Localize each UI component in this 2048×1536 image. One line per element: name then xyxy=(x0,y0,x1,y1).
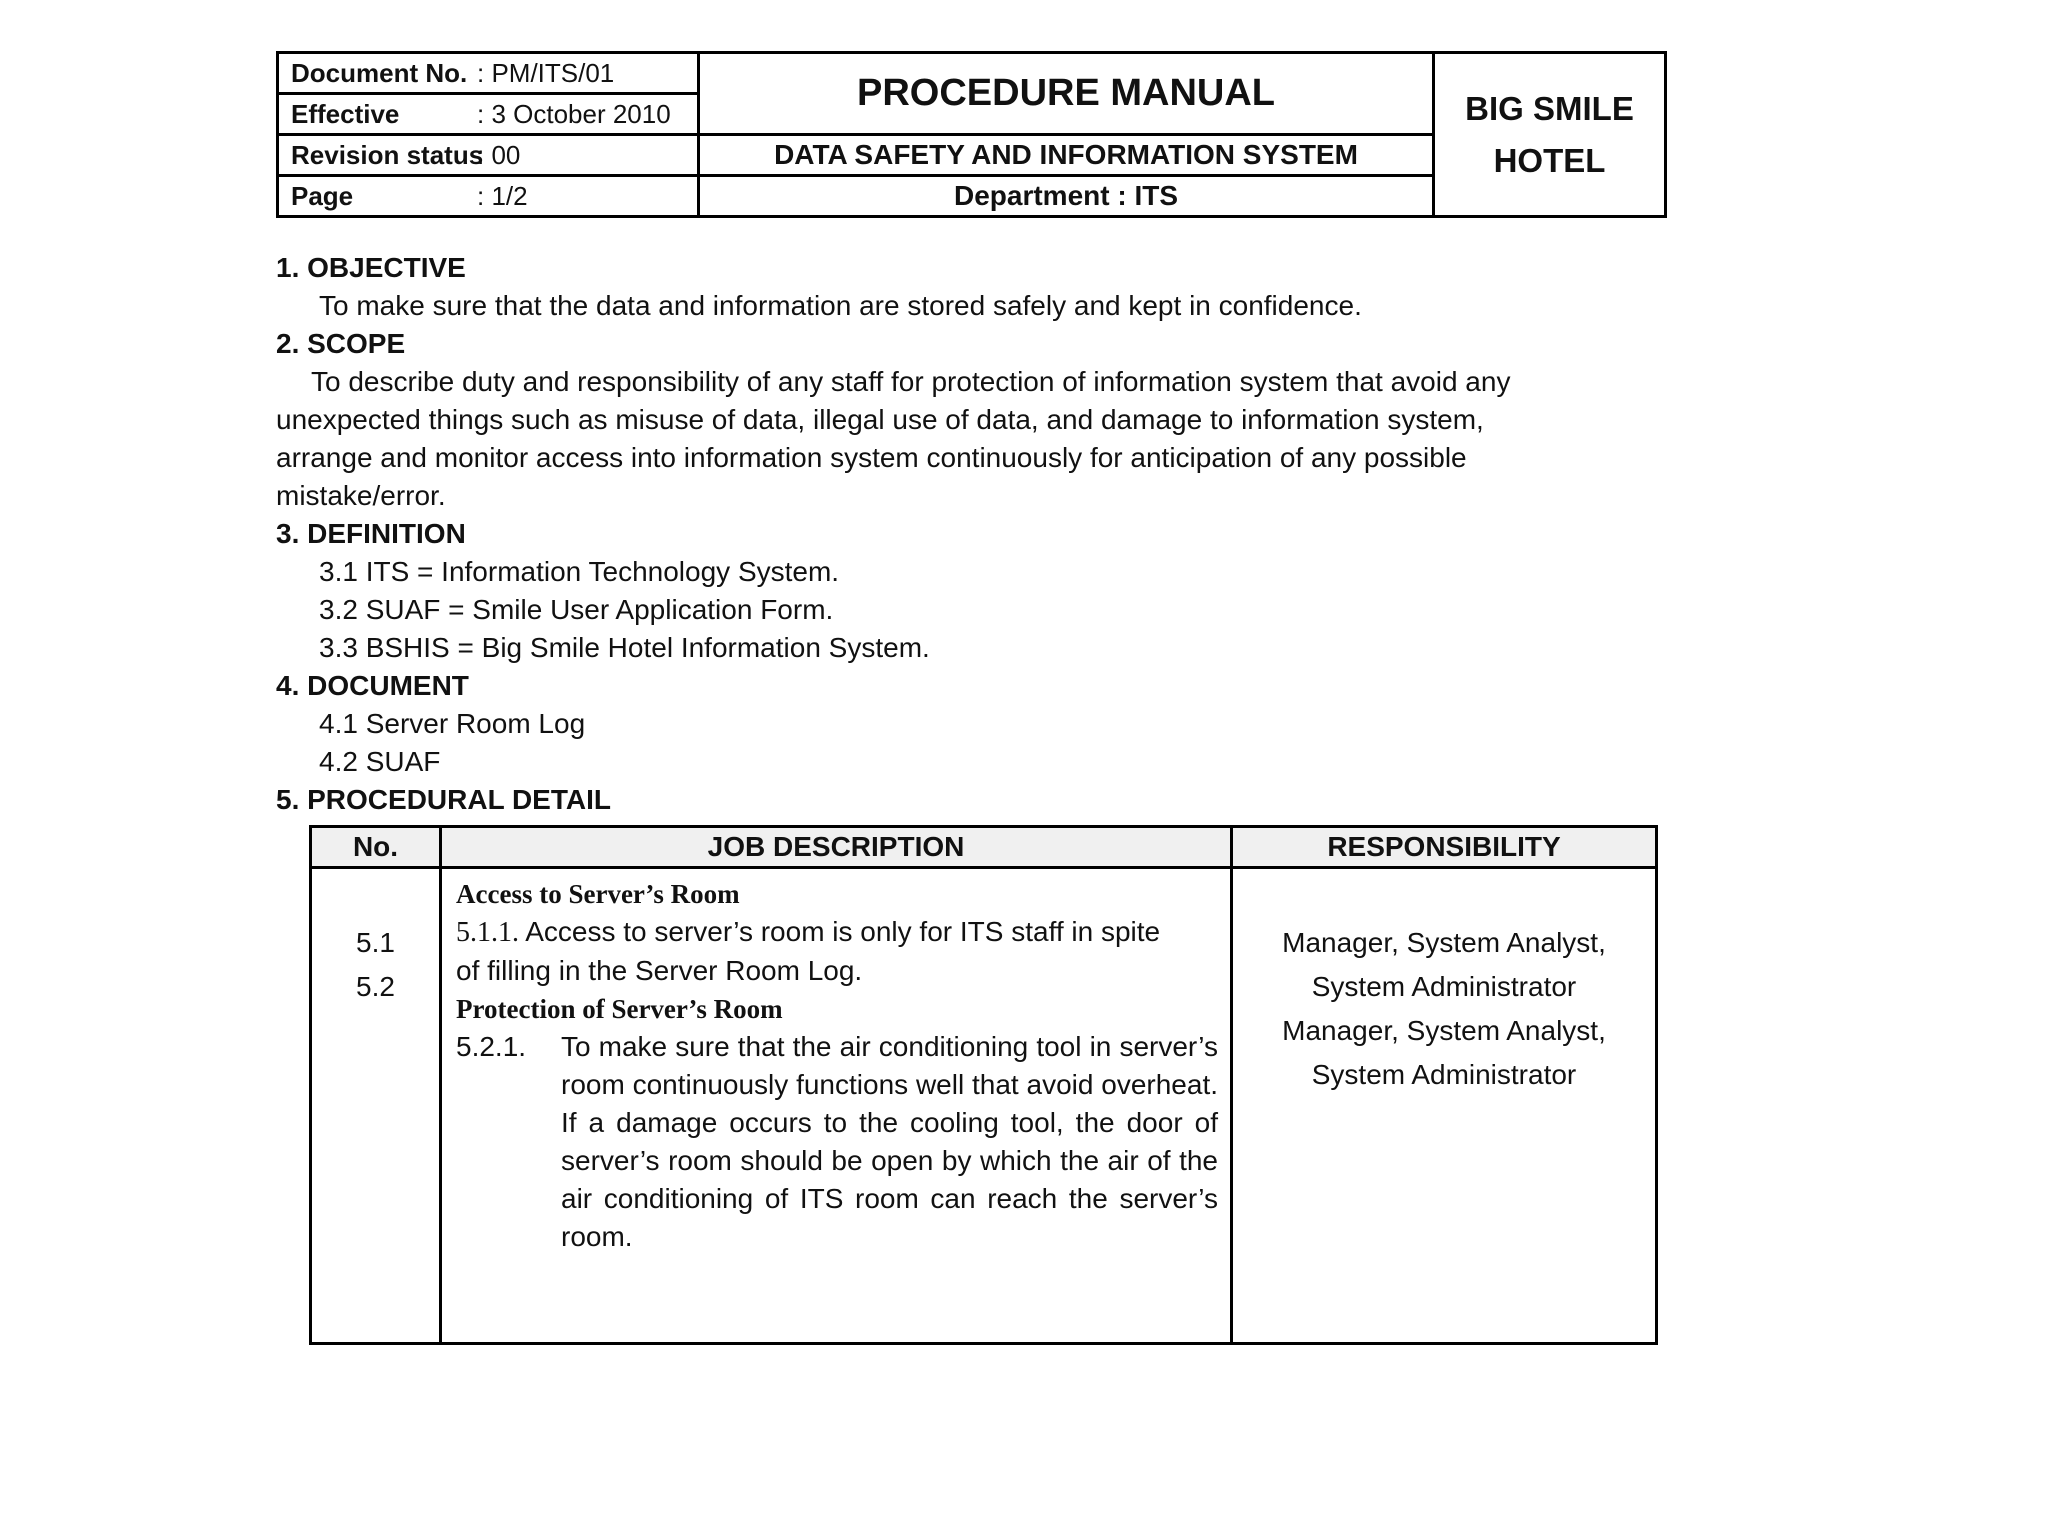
section-title-protection-servers-room: Protection of Server’s Room xyxy=(456,994,783,1024)
item-521 xyxy=(456,1028,1218,1256)
responsibility-line: System Administrator xyxy=(1311,971,1577,1002)
procedural-detail-heading: 5. PROCEDURAL DETAIL xyxy=(276,784,611,815)
scope-text-line: mistake/error. xyxy=(276,480,446,511)
page-number-cell xyxy=(278,176,699,217)
document-heading: 4. DOCUMENT xyxy=(276,670,469,701)
scope-heading: 2. SCOPE xyxy=(276,328,406,359)
revision-status-value: : 00 xyxy=(477,139,521,170)
company-name-line2: HOTEL xyxy=(1493,141,1606,179)
definition-heading: 3. DEFINITION xyxy=(276,518,466,549)
responsibility-line: Manager, System Analyst, xyxy=(1282,1015,1606,1046)
objective-text: To make sure that the data and information are stored safely and kept in confidence. xyxy=(319,290,1362,321)
document-number-label: Document No. xyxy=(291,57,468,88)
scope-text-line: arrange and monitor access into information system continuously for anticipation of any possible xyxy=(276,442,1467,473)
manual-title: PROCEDURE MANUAL xyxy=(699,53,1434,135)
job-description-cell xyxy=(441,868,1232,1344)
document-item: 4.2 SUAF xyxy=(319,746,441,777)
revision-status-label: Revision status xyxy=(291,139,484,170)
item-number: 5.2 xyxy=(356,971,395,1002)
document-header-table xyxy=(276,51,1667,218)
manual-subtitle: DATA SAFETY AND INFORMATION SYSTEM xyxy=(699,135,1434,176)
item-number: 5.1 xyxy=(356,927,395,958)
effective-label: Effective xyxy=(291,98,400,129)
page-label: Page xyxy=(291,180,354,211)
scope-text-line: unexpected things such as misuse of data, illegal use of data, and damage to information system, xyxy=(276,404,1484,435)
definition-item: 3.3 BSHIS = Big Smile Hotel Information System. xyxy=(319,632,930,663)
definition-item: 3.1 ITS = Information Technology System. xyxy=(319,556,840,587)
procedure-table xyxy=(309,825,1658,1345)
responsibility-cell xyxy=(1232,868,1657,1344)
section-title-access-servers-room: Access to Server’s Room xyxy=(456,879,740,909)
table-row xyxy=(311,868,1657,1344)
definition-item: 3.2 SUAF = Smile User Application Form. xyxy=(319,594,834,625)
revision-status-cell xyxy=(278,135,699,176)
responsibility-line: Manager, System Analyst, xyxy=(1282,927,1606,958)
page-value: : 1/2 xyxy=(477,180,528,211)
procedure-table-header-row xyxy=(311,827,1657,868)
document-number-value: : PM/ITS/01 xyxy=(477,57,615,88)
number-cell xyxy=(311,868,441,1344)
column-header-responsibility: RESPONSIBILITY xyxy=(1232,827,1657,868)
column-header-no: No. xyxy=(311,827,441,868)
item-521-text: To make sure that the air conditioning tool in server’s room continuously functions well that avoid overheat. If a damage occurs to the cooling tool, the door of server’s room should be open by which the air of the air conditioning of ITS room can reach the server’s room. xyxy=(561,1031,1218,1252)
document-number-cell xyxy=(278,53,699,94)
item-511-text-line1: Access to server’s room is only for ITS staff in spite xyxy=(519,916,1161,947)
company-name-line1: BIG SMILE xyxy=(1465,89,1634,127)
company-name xyxy=(1434,53,1666,217)
item-521-number: 5.2.1. xyxy=(456,1031,527,1062)
responsibility-line: System Administrator xyxy=(1311,1059,1577,1090)
department-label: Department : ITS xyxy=(699,176,1434,217)
item-511-text-line2: of filling in the Server Room Log. xyxy=(456,955,863,986)
item-511-number: 5.1.1. xyxy=(456,917,519,948)
column-header-job-description: JOB DESCRIPTION xyxy=(441,827,1232,868)
item-511 xyxy=(456,913,1218,952)
effective-date-cell xyxy=(278,94,699,135)
document-item: 4.1 Server Room Log xyxy=(319,708,586,739)
scope-text-line: To describe duty and responsibility of any staff for protection of information system that avoid any xyxy=(311,366,1511,397)
effective-value: : 3 October 2010 xyxy=(477,98,671,129)
objective-heading: 1. OBJECTIVE xyxy=(276,252,466,283)
